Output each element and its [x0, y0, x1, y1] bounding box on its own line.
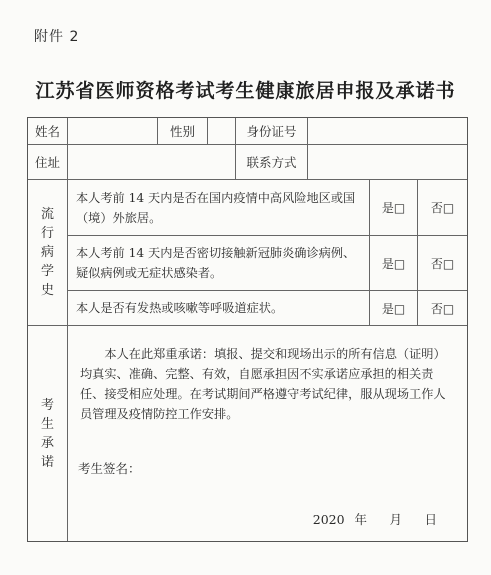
- epi-char-3: 病: [40, 245, 54, 260]
- id-label: 身份证号: [236, 118, 308, 144]
- attachment-label: 附件 2: [34, 29, 80, 45]
- epi-char-2: 行: [40, 226, 54, 241]
- document-title: 江苏省医师资格考试考生健康旅居申报及承诺书: [35, 80, 456, 102]
- info-row-2: [28, 145, 467, 180]
- question-row-1: [68, 180, 467, 236]
- yes-checkbox-3[interactable]: 是□: [370, 291, 418, 325]
- address-field[interactable]: [68, 145, 236, 179]
- date-line: 2020 年 月 日: [312, 512, 437, 527]
- commit-char-2: 生: [40, 416, 54, 432]
- yes-checkbox-2[interactable]: 是□: [370, 236, 418, 290]
- no-checkbox-2[interactable]: 否□: [430, 256, 455, 271]
- epi-char-5: 史: [40, 283, 54, 298]
- commit-char-4: 诺: [40, 454, 54, 470]
- question-text-3: 本人是否有发热或咳嗽等呼吸道症状。: [68, 291, 370, 325]
- commit-char-3: 承: [40, 435, 54, 451]
- contact-field[interactable]: [308, 145, 467, 179]
- question-row-3: [68, 291, 467, 326]
- commit-char-1: 考: [40, 397, 54, 413]
- commitment-content: [68, 326, 467, 541]
- question-row-2: [68, 236, 467, 291]
- name-label: 姓名: [28, 118, 68, 144]
- epi-history-label: [28, 180, 68, 326]
- address-label: 住址: [28, 145, 68, 179]
- question-text-1: 本人考前 14 天内是否在国内疫情中高风险地区或国（境）外旅居。: [68, 180, 370, 235]
- no-checkbox-1[interactable]: 否□: [430, 201, 455, 215]
- commitment-text: 本人在此郑重承诺：填报、提交和现场出示的所有信息（证明）均真实、准确、完整、有效，自愿承担因不实承诺应承担的相关责任、接受相应处理。在考试期间严格遵守考试纪律，服从现场工作人员管理及疫情防控工作安排。: [80, 347, 446, 421]
- no-checkbox-3[interactable]: 否□: [430, 301, 455, 316]
- yes-checkbox-1[interactable]: 是□: [370, 180, 418, 235]
- id-field[interactable]: [308, 118, 467, 144]
- signature-label: 考生签名：: [78, 461, 141, 476]
- gender-field[interactable]: [208, 118, 236, 144]
- info-row-1: [28, 118, 467, 145]
- gender-label: 性别: [158, 118, 208, 144]
- commitment-label: [28, 326, 68, 541]
- contact-label: 联系方式: [236, 145, 308, 179]
- name-field[interactable]: [68, 118, 158, 144]
- question-text-2: 本人考前 14 天内是否密切接触新冠肺炎确诊病例、疑似病例或无症状感染者。: [68, 236, 370, 290]
- epi-char-4: 学: [40, 264, 54, 279]
- declaration-form: [27, 117, 468, 542]
- epi-char-1: 流: [40, 207, 54, 222]
